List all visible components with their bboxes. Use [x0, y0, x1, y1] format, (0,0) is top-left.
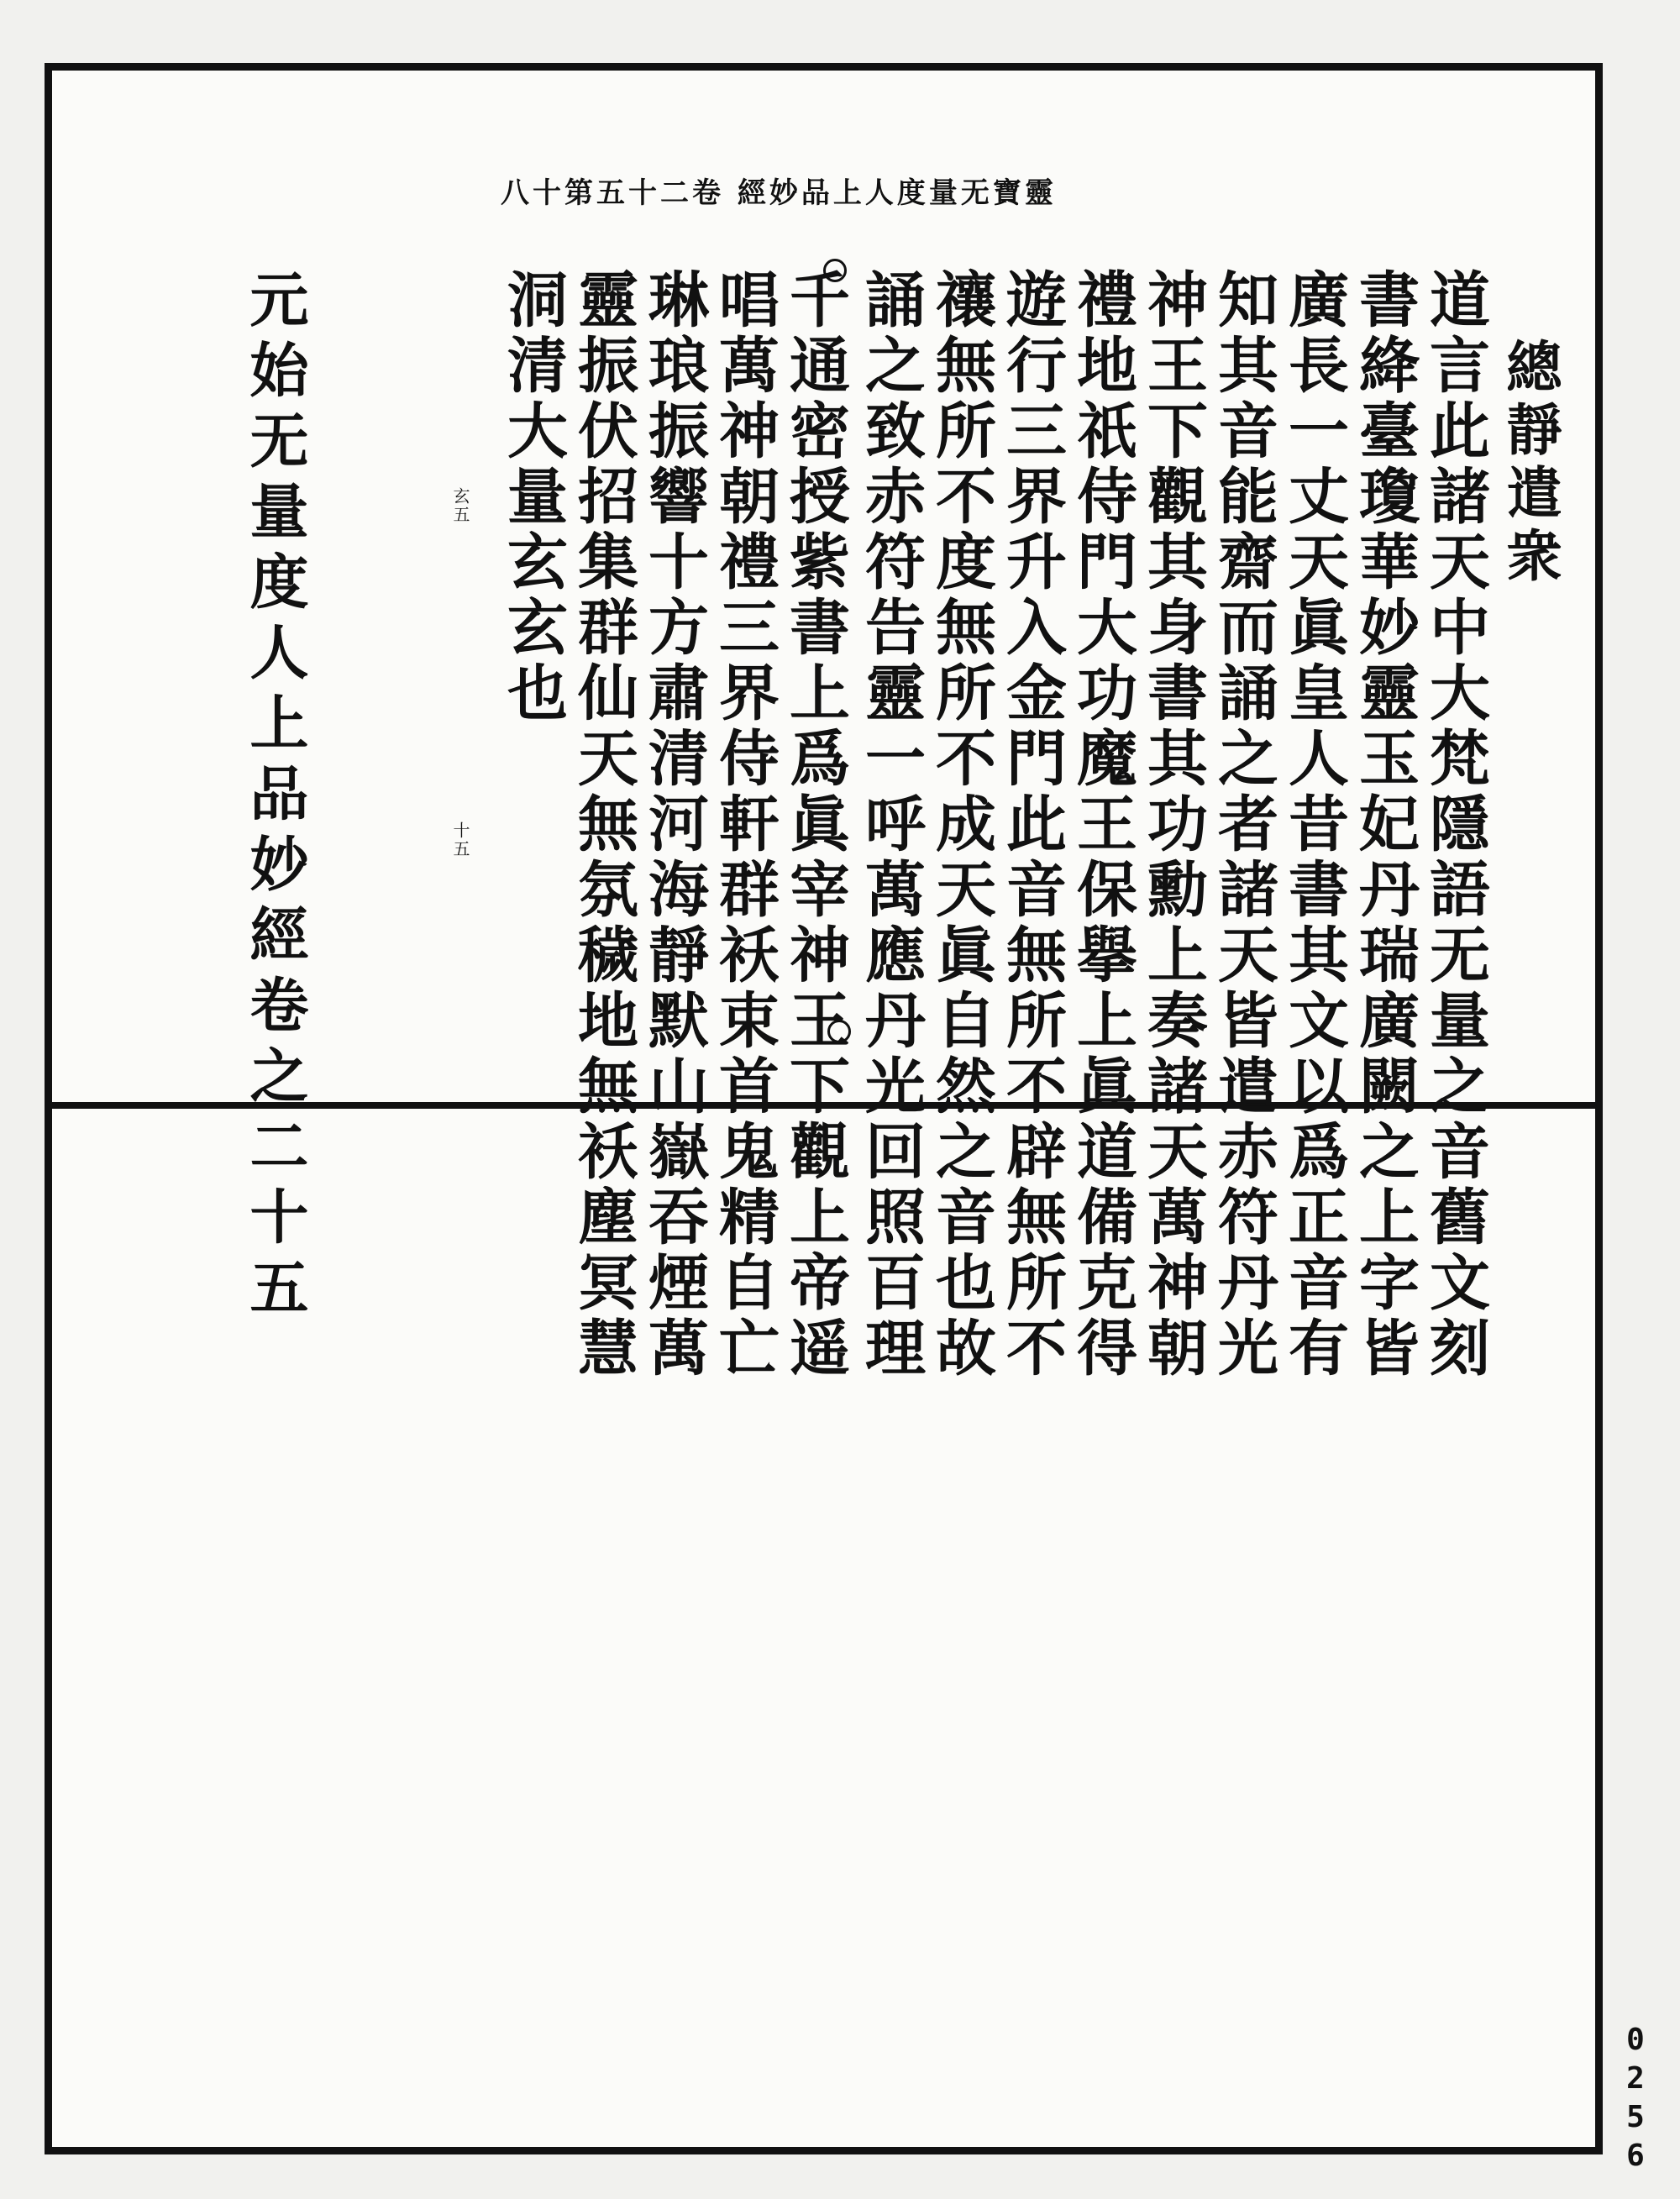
text-column-8: 禳無所不度無所不成天眞自然之音也故 [926, 268, 997, 1382]
page-number: 0256 [1626, 2023, 1645, 2173]
text-column-4: 知其音能齋而誦之者諸天皆遣赤符丹光 [1208, 268, 1279, 1382]
text-column-14: 洞清大量玄玄也 [497, 268, 569, 727]
annotation-note: 十五 [450, 821, 470, 858]
text-column-3: 廣長一丈天眞皇人昔書其文以爲正音有 [1278, 268, 1350, 1382]
text-column-7: 遊行三界升入金門此音無所不辟無所不 [996, 268, 1068, 1382]
text-column-2: 書絳臺瓊華妙靈玉妃丹瑞廣闕之上字皆 [1349, 268, 1420, 1382]
text-column-11: 唱萬神朝禮三界侍軒群袄束首鬼精自亡 [709, 268, 780, 1382]
marginal-title: 元始无量度人上品妙經卷之二十五 [240, 269, 310, 1327]
text-column-1: 道言此諸天中大梵隱語无量之音舊文刻 [1420, 268, 1491, 1382]
text-column-10: 千通密授紫書上爲眞宰神王下觀上帝遥 [780, 268, 851, 1382]
running-header: 靈寶无量度人上品妙經 卷二十五第十八 [501, 176, 1057, 210]
text-column-9: 誦之致赤符告靈一呼萬應丹光回照百理 [855, 268, 927, 1382]
annotation-note: 玄五 [450, 487, 470, 524]
text-column-6: 禮地祇侍門大功魔王保擧上眞道備克得 [1067, 268, 1138, 1382]
punctuation-circle [827, 1020, 851, 1043]
subheading: 總靜遣衆 [1497, 338, 1562, 590]
text-column-13: 靈振伏招集群仙天無氛穢地無袄塵冥慧 [568, 268, 639, 1382]
text-column-12: 琳琅振響十方肅清河海靜默山嶽吞煙萬 [638, 268, 710, 1382]
text-column-5: 神王下觀其身書其功勳上奏諸天萬神朝 [1137, 268, 1209, 1382]
